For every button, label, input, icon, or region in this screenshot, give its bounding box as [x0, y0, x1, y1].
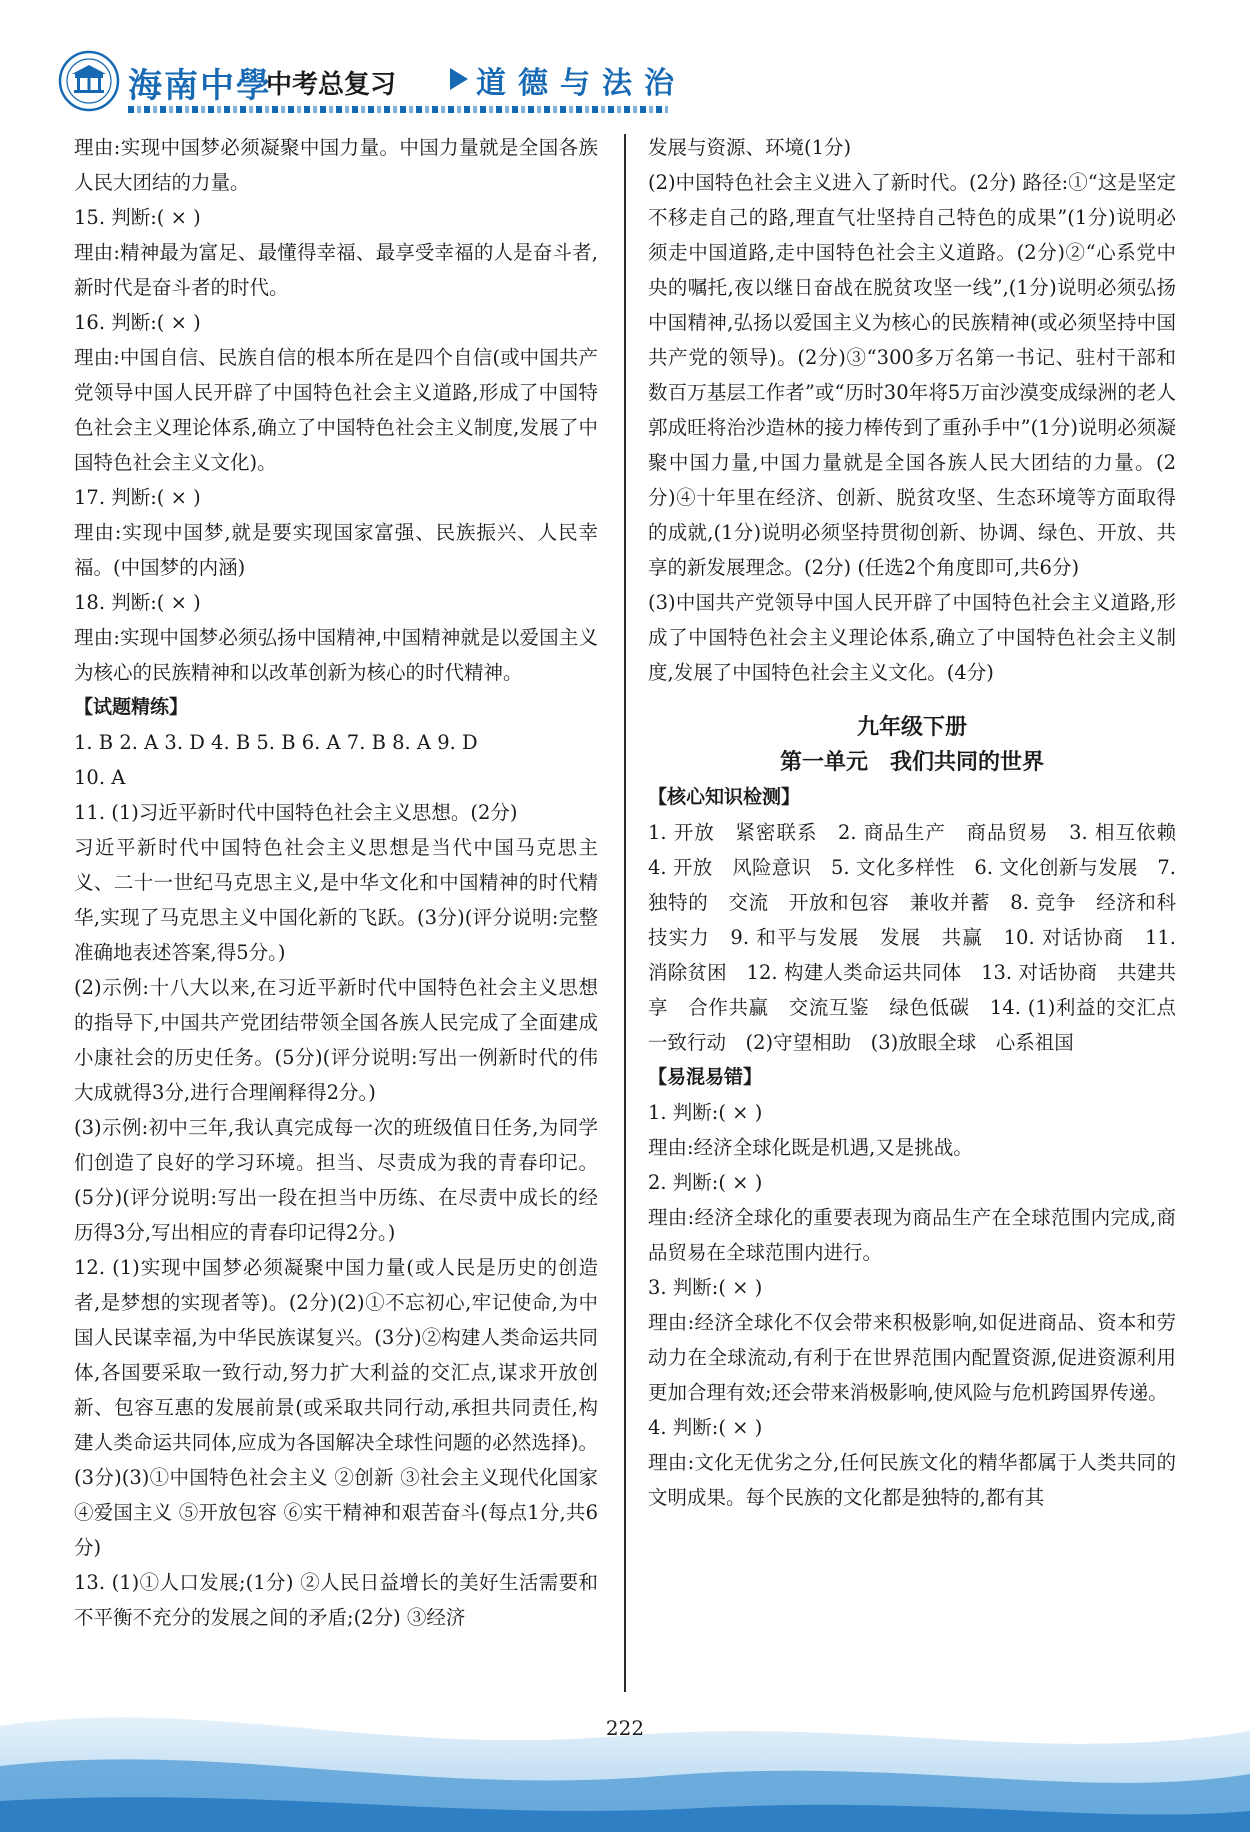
- question-judgement: 15. 判断:( × ): [74, 206, 201, 229]
- footer-wave-decoration: [0, 1686, 1250, 1832]
- subject-title: 道德与法治: [476, 66, 686, 101]
- answer-text: 理由:经济全球化不仅会带来积极影响,如促进商品、资本和劳动力在全球流动,有利于在世界范围内配置资源,促进资源利用更加合理有效;还会带来消极影响,使风险与危机跨国界传递。: [648, 1311, 1176, 1404]
- question-judgement: 18. 判断:( × ): [74, 591, 201, 614]
- answer-key-line: 1. B 2. A 3. D 4. B 5. B 6. A 7. B 8. A 9. D: [74, 731, 478, 754]
- answer-text: 12. (1)实现中国梦必须凝聚中国力量(或人民是历史的创造者,是梦想的实现者等)。(2分)(2)①不忘初心,牢记使命,为中国人民谋幸福,为中华民族谋复兴。(3分)②构建人类命运共同体,各国要采取一致行动,努力扩大利益的交汇点,谋求开放创新、包容互惠的发展前景(或采取共同行动,承担共同责任,构建人类命运共同体,应成为各国解决全球性问题的必然选择)。(3分)(3)①中国特色社会主义 ②创新 ③社会主义现代化国家 ④爱国主义 ⑤开放包容 ⑥实干精神和艰苦奋斗(每点1分,共6分): [74, 1256, 598, 1559]
- answer-text: 发展与资源、环境(1分): [648, 136, 852, 159]
- answer-text: 理由:经济全球化的重要表现为商品生产在全球范围内完成,商品贸易在全球范围内进行。: [648, 1206, 1176, 1264]
- left-column: [74, 130, 598, 1635]
- header-decoration: [128, 106, 668, 113]
- answer-key-line: 10. A: [74, 766, 126, 789]
- question-judgement: 3. 判断:( × ): [648, 1276, 763, 1299]
- answer-text: 理由:中国自信、民族自信的根本所在是四个自信(或中国共产党领导中国人民开辟了中国特色社会主义道路,形成了中国特色社会主义理论体系,确立了中国特色社会主义制度,发展了中国特色社会主义文化)。: [74, 346, 598, 474]
- series-title: 中考总复习: [266, 70, 397, 100]
- grade-title: 九年级下册: [856, 715, 967, 740]
- section-heading: 【试题精练】: [74, 696, 189, 718]
- answer-text: 理由:文化无优劣之分,任何民族文化的精华都属于人类共同的文明成果。每个民族的文化都是独特的,都有其: [648, 1451, 1176, 1509]
- question-judgement: 2. 判断:( × ): [648, 1171, 763, 1194]
- spacer: [648, 690, 1176, 710]
- column-divider: [624, 134, 626, 1692]
- answer-text: 理由:实现中国梦,就是要实现国家富强、民族振兴、人民幸福。(中国梦的内涵): [74, 521, 598, 579]
- unit-title: 第一单元 我们共同的世界: [779, 750, 1044, 775]
- school-emblem-icon: [58, 50, 120, 112]
- answer-text: (2)中国特色社会主义进入了新时代。(2分) 路径:①“这是坚定不移走自己的路,理直气壮坚持自己特色的成果”(1分)说明必须走中国道路,走中国特色社会主义道路。(2分)②“心系党中央的嘱托,夜以继日奋战在脱贫攻坚一线”,(1分)说明必须弘扬中国精神,弘扬以爱国主义为核心的民族精神(或必须坚持中国共产党的领导)。(2分)③“300多万名第一书记、驻村干部和数百万基层工作者”或“历时30年将5万亩沙漠变成绿洲的老人郭成旺将治沙造林的接力棒传到了重孙手中”(1分)说明必须凝聚中国力量,中国力量就是全国各族人民大团结的力量。(2分)④十年里在经济、创新、脱贫攻坚、生态环境等方面取得的成就,(1分)说明必须坚持贯彻创新、协调、绿色、开放、共享的新发展理念。(2分) (任选2个角度即可,共6分): [648, 171, 1176, 579]
- answer-text: 11. (1)习近平新时代中国特色社会主义思想。(2分): [74, 801, 518, 824]
- question-judgement: 1. 判断:( × ): [648, 1101, 763, 1124]
- answer-text: 理由:精神最为富足、最懂得幸福、最享受幸福的人是奋斗者,新时代是奋斗者的时代。: [74, 241, 598, 299]
- brand-name: 海南中學: [128, 66, 272, 106]
- section-heading: 【核心知识检测】: [648, 786, 801, 808]
- answer-text: 理由:经济全球化既是机遇,又是挑战。: [648, 1136, 973, 1159]
- question-judgement: 17. 判断:( × ): [74, 486, 201, 509]
- question-judgement: 16. 判断:( × ): [74, 311, 201, 334]
- answer-text: 1. 开放 紧密联系 2. 商品生产 商品贸易 3. 相互依赖 4. 开放 风险意识 5. 文化多样性 6. 文化创新与发展 7. 独特的 交流 开放和包容 兼收并蓄 8. 竞争 经济和科技实力 9. 和平与发展 发展 共赢 10. 对话协商 11. 消除贫困 12. 构建人类命运共同体 13. 对话协商 共建共享 合作共赢 交流互鉴 绿色低碳 14. (1)利益的交汇点 一致行动 (2)守望相助 (3)放眼全球 心系祖国: [648, 821, 1196, 1054]
- answer-text: 理由:实现中国梦必须弘扬中国精神,中国精神就是以爱国主义为核心的民族精神和以改革创新为核心的时代精神。: [74, 626, 598, 684]
- arrow-right-icon: [450, 68, 468, 90]
- answer-text: (2)示例:十八大以来,在习近平新时代中国特色社会主义思想的指导下,中国共产党团结带领全国各族人民完成了全面建成小康社会的历史任务。(5分)(评分说明:写出一例新时代的伟大成就得3分,进行合理阐释得2分。): [74, 976, 598, 1104]
- page-header: [58, 50, 1058, 120]
- right-column: [648, 130, 1196, 1515]
- answer-text: 13. (1)①人口发展;(1分) ②人民日益增长的美好生活需要和不平衡不充分的发展之间的矛盾;(2分) ③经济: [74, 1571, 598, 1629]
- answer-text: 理由:实现中国梦必须凝聚中国力量。中国力量就是全国各族人民大团结的力量。: [74, 136, 598, 194]
- section-heading: 【易混易错】: [648, 1066, 763, 1088]
- page-number: 222: [605, 1716, 645, 1740]
- answer-text: 习近平新时代中国特色社会主义思想是当代中国马克思主义、二十一世纪马克思主义,是中华文化和中国精神的时代精华,实现了马克思主义中国化新的飞跃。(3分)(评分说明:完整准确地表述答案,得5分。): [74, 836, 598, 964]
- question-judgement: 4. 判断:( × ): [648, 1416, 763, 1439]
- answer-text: (3)中国共产党领导中国人民开辟了中国特色社会主义道路,形成了中国特色社会主义理论体系,确立了中国特色社会主义制度,发展了中国特色社会主义文化。(4分): [648, 591, 1176, 684]
- answer-text: (3)示例:初中三年,我认真完成每一次的班级值日任务,为同学们创造了良好的学习环境。担当、尽责成为我的青春印记。(5分)(评分说明:写出一段在担当中历练、在尽责中成长的经历得3分,写出相应的青春印记得2分。): [74, 1116, 598, 1244]
